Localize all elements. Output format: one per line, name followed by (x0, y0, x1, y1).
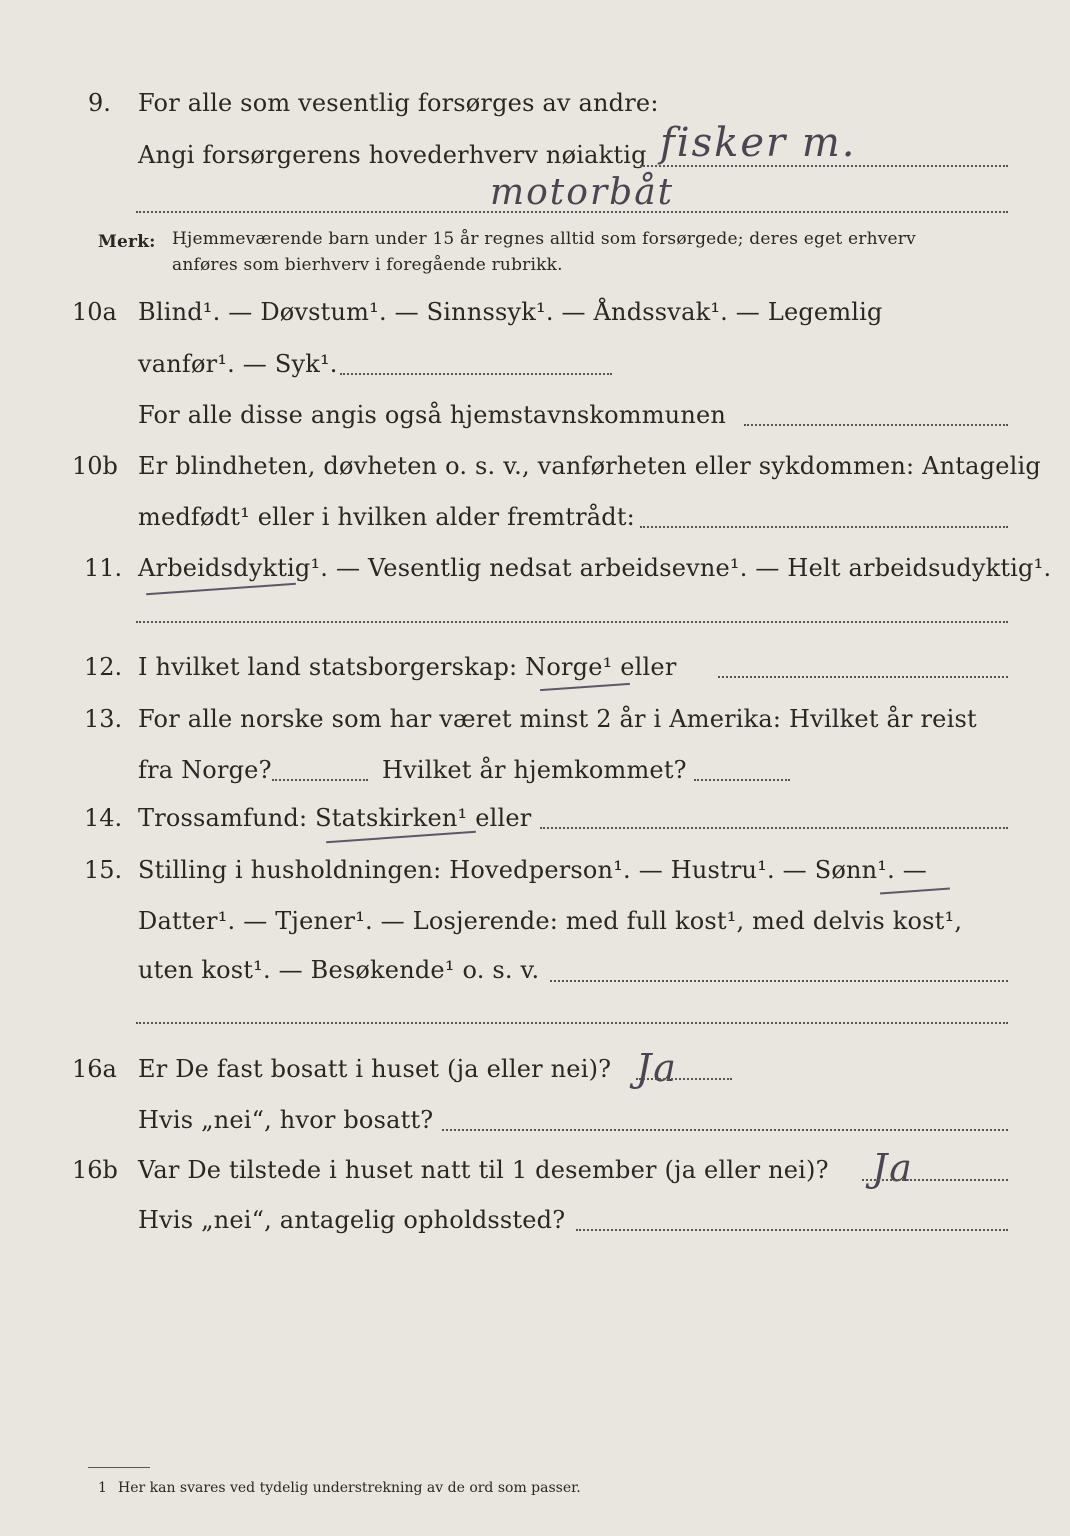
question-15-answer-line-2[interactable] (136, 1022, 1008, 1024)
question-13-number: 13. (84, 705, 123, 733)
footnote-marker: 1 (98, 1480, 107, 1496)
question-13-answer-line-1[interactable] (272, 779, 368, 781)
question-12-answer-line[interactable] (718, 676, 1008, 678)
question-9-number: 9. (88, 89, 111, 117)
question-15-handwritten-underline (880, 888, 950, 895)
question-16a-line-2: Hvis „nei“, hvor bosatt? (138, 1106, 434, 1134)
question-11-answer-line[interactable] (136, 621, 1008, 623)
question-16a-answer-line-1[interactable] (636, 1078, 732, 1080)
question-16b-line-2: Hvis „nei“, antagelig opholdssted? (138, 1206, 566, 1234)
footnote-text: Her kan svares ved tydelig understrekning av de ord som passer. (118, 1480, 581, 1496)
question-12-handwritten-underline (540, 683, 630, 691)
merk-line-1: Hjemmeværende barn under 15 år regnes alltid som forsørgede; deres eget erhverv (172, 229, 916, 249)
question-9-handwritten-answer-1: fisker m. (660, 120, 857, 166)
question-10b-number: 10b (72, 452, 118, 480)
question-11-handwritten-underline (146, 583, 296, 595)
question-14-line-1: Trossamfund: Statskirken¹ eller (138, 804, 532, 832)
question-10a-line-2: vanfør¹. — Syk¹. (138, 350, 338, 378)
question-15-line-3: uten kost¹. — Besøkende¹ o. s. v. (138, 956, 540, 984)
question-16b-line-1: Var De tilstede i huset natt til 1 desember (ja eller nei)? (138, 1156, 829, 1184)
question-15-line-1: Stilling i husholdningen: Hovedperson¹. — Hustru¹. — Sønn¹. — (138, 856, 927, 884)
question-9-handwritten-answer-2: motorbåt (490, 172, 675, 213)
question-15-line-2: Datter¹. — Tjener¹. — Losjerende: med full kost¹, med delvis kost¹, (138, 907, 963, 935)
question-14-answer-line[interactable] (540, 827, 1008, 829)
question-9-line-1: For alle som vesentlig forsørges av andre: (138, 89, 659, 117)
question-13-line-1: For alle norske som har været minst 2 år i Amerika: Hvilket år reist (138, 705, 977, 733)
question-16b-answer-line-2[interactable] (576, 1229, 1008, 1231)
question-15-number: 15. (84, 856, 123, 884)
question-16b-answer-line-1[interactable] (862, 1179, 1008, 1181)
question-10a-number: 10a (72, 298, 117, 326)
question-13-answer-line-2[interactable] (694, 779, 790, 781)
question-12-number: 12. (84, 653, 123, 681)
merk-label: Merk: (98, 232, 156, 252)
question-10a-line-3: For alle disse angis også hjemstavnskommunen (138, 401, 727, 429)
question-14-number: 14. (84, 804, 123, 832)
question-16a-line-1: Er De fast bosatt i huset (ja eller nei)? (138, 1055, 612, 1083)
question-10a-answer-line-1[interactable] (340, 373, 612, 375)
merk-line-2: anføres som bierhverv i foregående rubrikk. (172, 255, 563, 275)
footnote-rule (88, 1467, 150, 1468)
question-16a-answer-line-2[interactable] (442, 1129, 1008, 1131)
question-11-line-1: Arbeidsdyktig¹. — Vesentlig nedsat arbeidsevne¹. — Helt arbeidsudyktig¹. (138, 554, 1052, 582)
question-10a-line-1: Blind¹. — Døvstum¹. — Sinnssyk¹. — Åndssvak¹. — Legemlig (138, 298, 883, 326)
question-10b-line-1: Er blindheten, døvheten o. s. v., vanførheten eller sykdommen: Antagelig (138, 452, 1041, 480)
question-15-answer-line-1[interactable] (550, 980, 1008, 982)
question-12-line-1: I hvilket land statsborgerskap: Norge¹ eller (138, 653, 677, 681)
question-16b-handwritten-answer: Ja (872, 1146, 914, 1190)
question-16a-number: 16a (72, 1055, 117, 1083)
question-16b-number: 16b (72, 1156, 118, 1184)
question-13-line-2a: fra Norge? (138, 756, 272, 784)
question-11-number: 11. (84, 554, 123, 582)
question-16a-handwritten-answer: Ja (636, 1046, 678, 1090)
question-9-line-2: Angi forsørgerens hovederhverv nøiaktig (138, 141, 647, 169)
question-10b-line-2: medfødt¹ eller i hvilken alder fremtrådt: (138, 503, 635, 531)
question-10b-answer-line[interactable] (640, 526, 1008, 528)
question-13-line-2b: Hvilket år hjemkommet? (382, 756, 687, 784)
question-10a-answer-line-2[interactable] (744, 424, 1008, 426)
